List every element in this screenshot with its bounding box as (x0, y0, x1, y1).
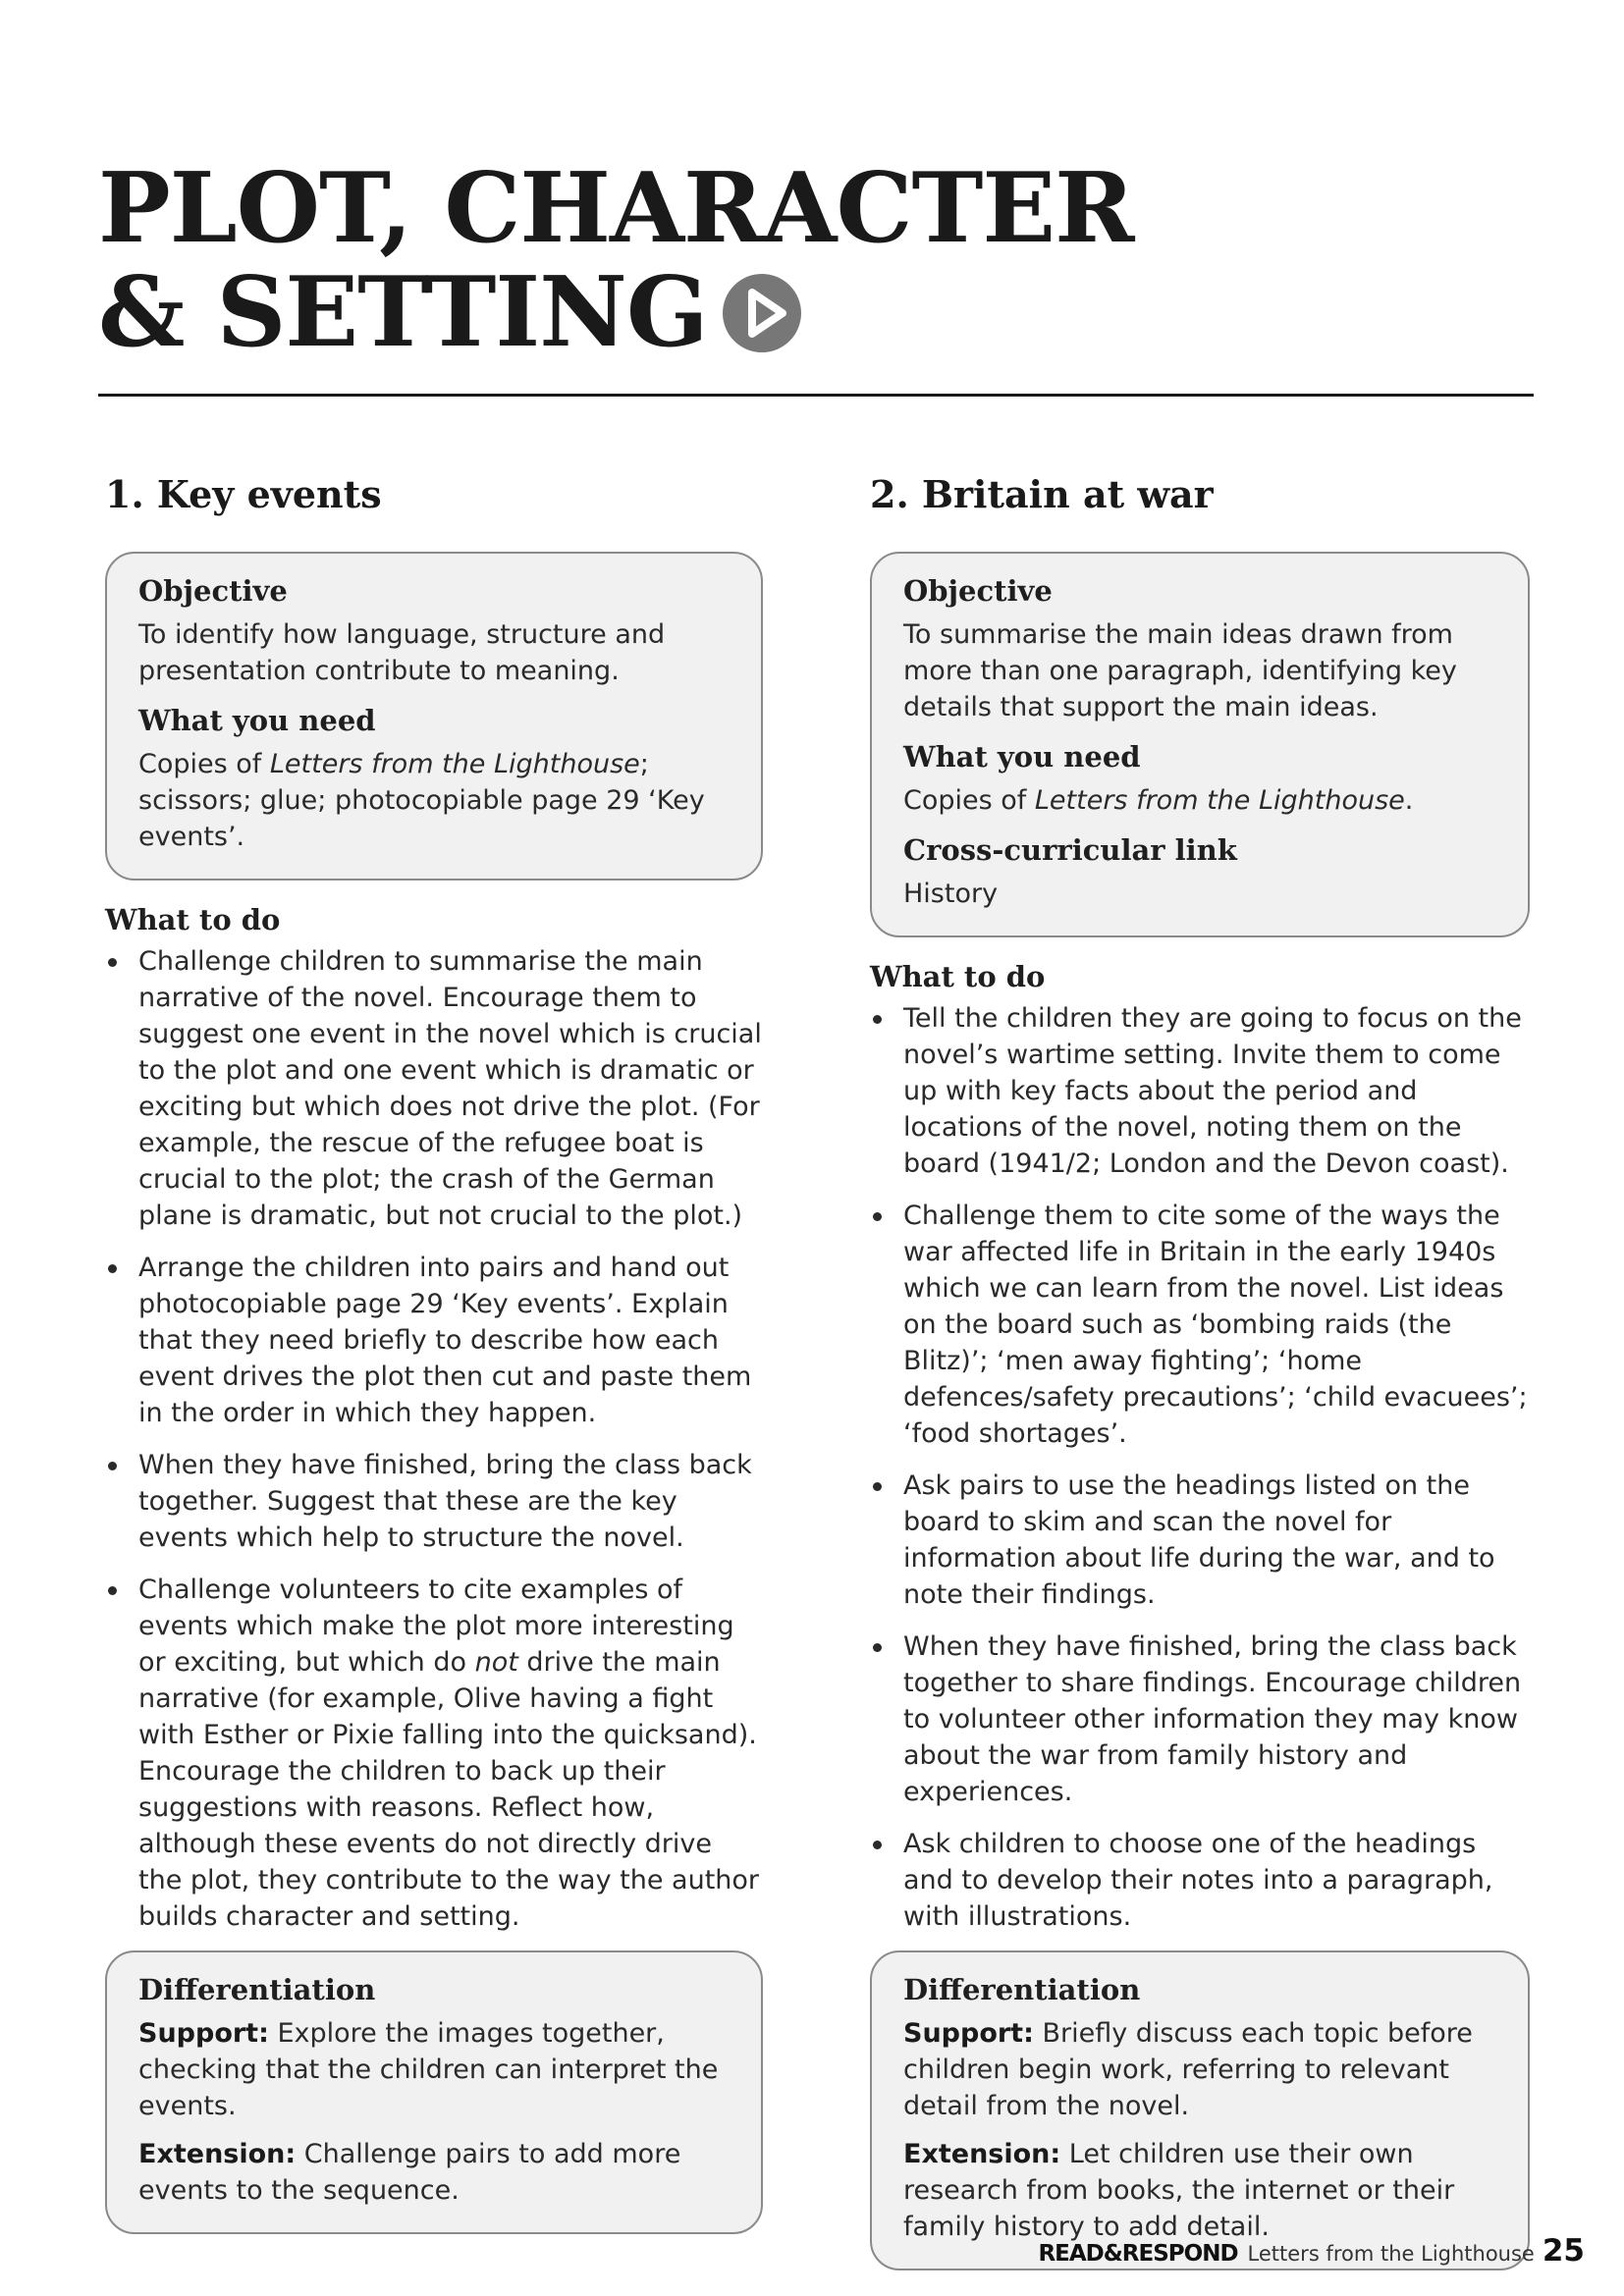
what-to-do-label: What to do (870, 960, 1046, 993)
support-body: Briefly discuss each topic before children begin work, referring to relevant detail from the novel. (903, 2018, 1473, 2121)
need-text (138, 746, 731, 855)
objective-label: Objective (138, 574, 288, 608)
need-text-post: . (1404, 785, 1414, 816)
objective-label: Objective (903, 574, 1053, 608)
cross-curricular-text: History (903, 879, 999, 909)
support-label: Support: (138, 2018, 269, 2049)
extension-label: Extension: (903, 2139, 1061, 2169)
book-title-italic: Letters from the Lighthouse (1034, 785, 1405, 816)
instruction-list (105, 943, 763, 1935)
support-text (138, 2015, 731, 2124)
support-text (903, 2015, 1498, 2124)
list-item-pre: Challenge volunteers to cite examples of events which make the plot more interesting or exciting, but which do (138, 1575, 734, 1678)
need-text-pre: Copies of (138, 749, 270, 779)
extension-text (138, 2136, 731, 2209)
title-line-2-wrap (98, 256, 1134, 369)
info-box (870, 552, 1530, 937)
section-heading: 2. Britain at war (870, 472, 1214, 516)
objective-text: To identify how language, structure and presentation contribute to meaning. (138, 619, 666, 686)
need-label: What you need (903, 740, 1141, 774)
list-item: When they have finished, bring the class back together. Suggest that these are the key events which help to structure the novel. (105, 1447, 763, 1556)
page-number: 25 (1542, 2233, 1585, 2269)
differentiation-label: Differentiation (903, 1973, 1141, 2006)
list-item: When they have finished, bring the class back together to share findings. Encourage children to volunteer other information they may know about the war from family history and experiences. (870, 1629, 1530, 1810)
play-icon (722, 273, 802, 353)
info-box (105, 552, 763, 881)
extension-label: Extension: (138, 2139, 297, 2169)
need-text-pre: Copies of (903, 785, 1035, 816)
footer-book-title: Letters from the Lighthouse (1247, 2242, 1535, 2266)
title-line-2: & SETTING (98, 256, 708, 369)
section-heading: 1. Key events (105, 472, 382, 516)
book-title-italic: Letters from the Lighthouse (269, 749, 640, 779)
section-britain-at-war (870, 467, 1530, 2270)
title-line-1: PLOT, CHARACTER (98, 152, 1134, 265)
section-key-events (105, 467, 763, 2234)
cross-curricular-label: Cross-curricular link (903, 833, 1237, 867)
extension-body: Let children use their own research from books, the internet or their family history to add detail. (903, 2139, 1455, 2242)
list-item: Challenge children to summarise the main narrative of the novel. Encourage them to suggest one event in the novel which is crucial to the plot and one event which is dramatic or exciting but which does not drive the plot. (For example, the rescue of the refugee boat is crucial to the plot; the crash of the German plane is dramatic, but not crucial to the plot.) (105, 943, 763, 1234)
title-divider (98, 394, 1534, 397)
differentiation-box (870, 1950, 1530, 2270)
need-label: What you need (138, 704, 376, 737)
support-body: Explore the images together, checking that the children can interpret the events. (138, 2018, 719, 2121)
brand-logo: READ&RESPOND (1038, 2241, 1238, 2267)
support-label: Support: (903, 2018, 1034, 2049)
list-item (105, 1572, 763, 1935)
page-footer (1038, 2233, 1585, 2269)
page-title (98, 152, 1134, 369)
extension-text (903, 2136, 1498, 2245)
differentiation-label: Differentiation (138, 1973, 376, 2006)
list-item: Tell the children they are going to focus on the novel’s wartime setting. Invite them to come up with key facts about the period and locations of the novel, noting them on the board (1941/2; London and the Devon coast). (870, 1000, 1530, 1182)
list-item: Ask pairs to use the headings listed on the board to skim and scan the novel for information about life during the war, and to note their findings. (870, 1468, 1530, 1613)
list-item: Ask children to choose one of the headings and to develop their notes into a paragraph, with illustrations. (870, 1826, 1530, 1935)
list-item: Arrange the children into pairs and hand out photocopiable page 29 ‘Key events’. Explain that they need briefly to describe how each event drives the plot then cut and paste them in the order in which they happen. (105, 1250, 763, 1431)
list-item-post: drive the main narrative (for example, Olive having a fight with Esther or Pixie falling into the quicksand). Encourage the children to back up their suggestions with reasons. Reflect how, although these events do not directly drive the plot, they contribute to the way the author builds character and setting. (138, 1647, 760, 1932)
what-to-do-label: What to do (105, 903, 281, 936)
list-item: Challenge them to cite some of the ways the war affected life in Britain in the early 1940s which we can learn from the novel. List ideas on the board such as ‘bombing raids (the Blitz)’; ‘men away fighting’; ‘home defences/safety precautions’; ‘child evacuees’; ‘food shortages’. (870, 1198, 1530, 1452)
objective-text: To summarise the main ideas drawn from more than one paragraph, identifying key details that support the main ideas. (903, 619, 1457, 722)
list-item-italic: not (474, 1647, 518, 1678)
extension-body: Challenge pairs to add more events to the sequence. (138, 2139, 681, 2206)
differentiation-box (105, 1950, 763, 2234)
need-text (903, 782, 1498, 819)
instruction-list (870, 1000, 1530, 1935)
need-text-post: ; scissors; glue; photocopiable page 29 ‘Key events’. (138, 749, 705, 852)
